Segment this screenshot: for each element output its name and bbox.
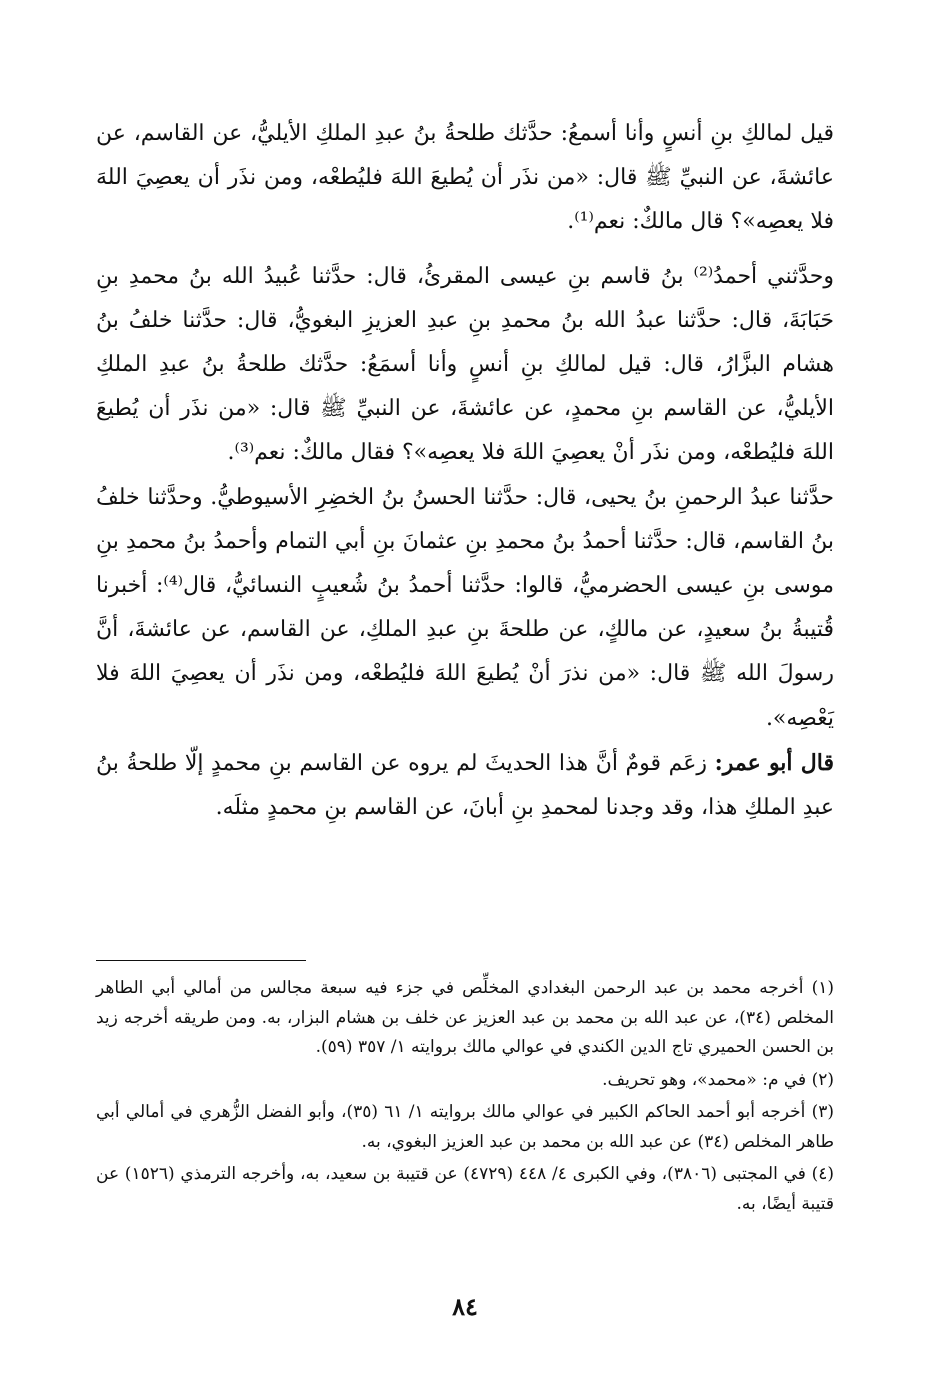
footnote-separator — [96, 960, 306, 961]
footnote-1: (١) أخرجه محمد بن عبد الرحمن البغدادي المخلِّص في جزء فيه سبعة مجالس من أمالي أبي الطاهر المخلص (٣٤)، عن عبد الله بن محمد بن عبد العزيز عن خلف بن هشام البزار، به. ومن طريقه أخرجه زيد بن الحسن الحميري تاج الدين الكندي في عوالي مالك بروايته ١/ ٣٥٧ (٥٩). — [96, 978, 834, 1057]
book-page — [96, 112, 834, 1352]
footnote-4: (٤) في المجتبى (٣٨٠٦)، وفي الكبرى ٤/ ٤٤٨ (٤٧٢٩) عن قتيبة بن سعيد، به، وأخرجه الترمذي (١٥٢٦) عن قتيبة أيضًا، به. — [96, 1164, 835, 1214]
footnote-3: (٣) أخرجه أبو أحمد الحاكم الكبير في عوالي مالك بروايته ١/ ٦١ (٣٥)، وأبو الفضل الزُّهري في أمالي أبي طاهر المخلص (٣٤) عن عبد الله بن محمد بن عبد العزيز البغوي، به. — [96, 1102, 834, 1152]
paragraph-malik-question: قيل لمالكِ بنِ أنسٍ وأنا أسمعُ: حدَّثك طلحةُ بنُ عبدِ الملكِ الأيليُّ، عن القاسم، عن عائشةَ، عن النبيِّ ﷺ قال: «من نذَر أن يُطيعَ اللهَ فليُطعْه، ومن نذَر أن يعصِيَ اللهَ فلا يعصِه»؟ قال مالكٌ: نعم⁽¹⁾. — [96, 121, 834, 235]
paragraph-gap — [96, 245, 834, 255]
abu-umar-lead: قال أبو عمر: — [714, 749, 834, 776]
page-number: ٨٤ — [452, 1292, 478, 1321]
main-text — [96, 112, 834, 830]
footnote-2: (٢) في م: «محمد»، وهو تحريف. — [602, 1069, 834, 1090]
paragraph-nasai-isnad: حدَّثنا عبدُ الرحمنِ بنُ يحيى، قال: حدَّثنا الحسنُ بنُ الخضِرِ الأسيوطيُّ. وحدَّثنا خلفُ بنُ القاسم، قال: حدَّثنا أحمدُ بنُ محمدِ بنِ عثمانَ بنِ أبي التمام وأحمدُ بنُ محمدِ بنِ موسى بنِ عيسى الحضرميُّ، قالوا: حدَّثنا أحمدُ بنُ شُعيبٍ النسائيُّ، قال⁽⁴⁾: أخبرنا قُتيبةُ بنُ سعيدٍ، عن مالكٍ، عن طلحةَ بنِ عبدِ الملكِ، عن القاسم، عن عائشةَ، أنَّ رسولَ الله ﷺ قال: «من نذرَ أنْ يُطيعَ اللهَ فليُطعْه، ومن نذَر أن يعصِيَ اللهَ فلا يَعْصِه». — [96, 484, 835, 731]
footnotes — [96, 974, 834, 1219]
paragraph-ahmad-isnad: وحدَّثني أحمدُ⁽²⁾ بنُ قاسم بنِ عيسى المقرئُ، قال: حدَّثنا عُبيدُ الله بنُ محمدِ بنِ حَبَابَةَ، قال: حدَّثنا عبدُ الله بنُ محمدِ بنِ عبدِ العزيزِ البغويُّ، قال: حدَّثنا خلفُ بنُ هشام البزَّارُ، قال: قيل لمالكِ بنِ أنسٍ وأنا أسمَعُ: حدَّثك طلحةُ بنُ عبدِ الملكِ الأيليُّ، عن القاسم بنِ محمدٍ، عن عائشةَ، عن النبيِّ ﷺ قال: «من نذَر أن يُطيعَ اللهَ فليُطعْه، ومن نذَر أنْ يعصِيَ اللهَ فلا يعصِه»؟ فقال مالكٌ: نعم⁽³⁾. — [96, 263, 834, 466]
paragraph-abu-umar: قال أبو عمر: زعَم قومٌ أنَّ هذا الحديثَ لم يروه عن القاسم بنِ محمدٍ إلّا طلحةُ بنُ عبدِ الملكِ هذا، وقد وجدنا لمحمدِ بنِ أبانَ، عن القاسم بنِ محمدٍ مثلَه. — [96, 749, 834, 821]
